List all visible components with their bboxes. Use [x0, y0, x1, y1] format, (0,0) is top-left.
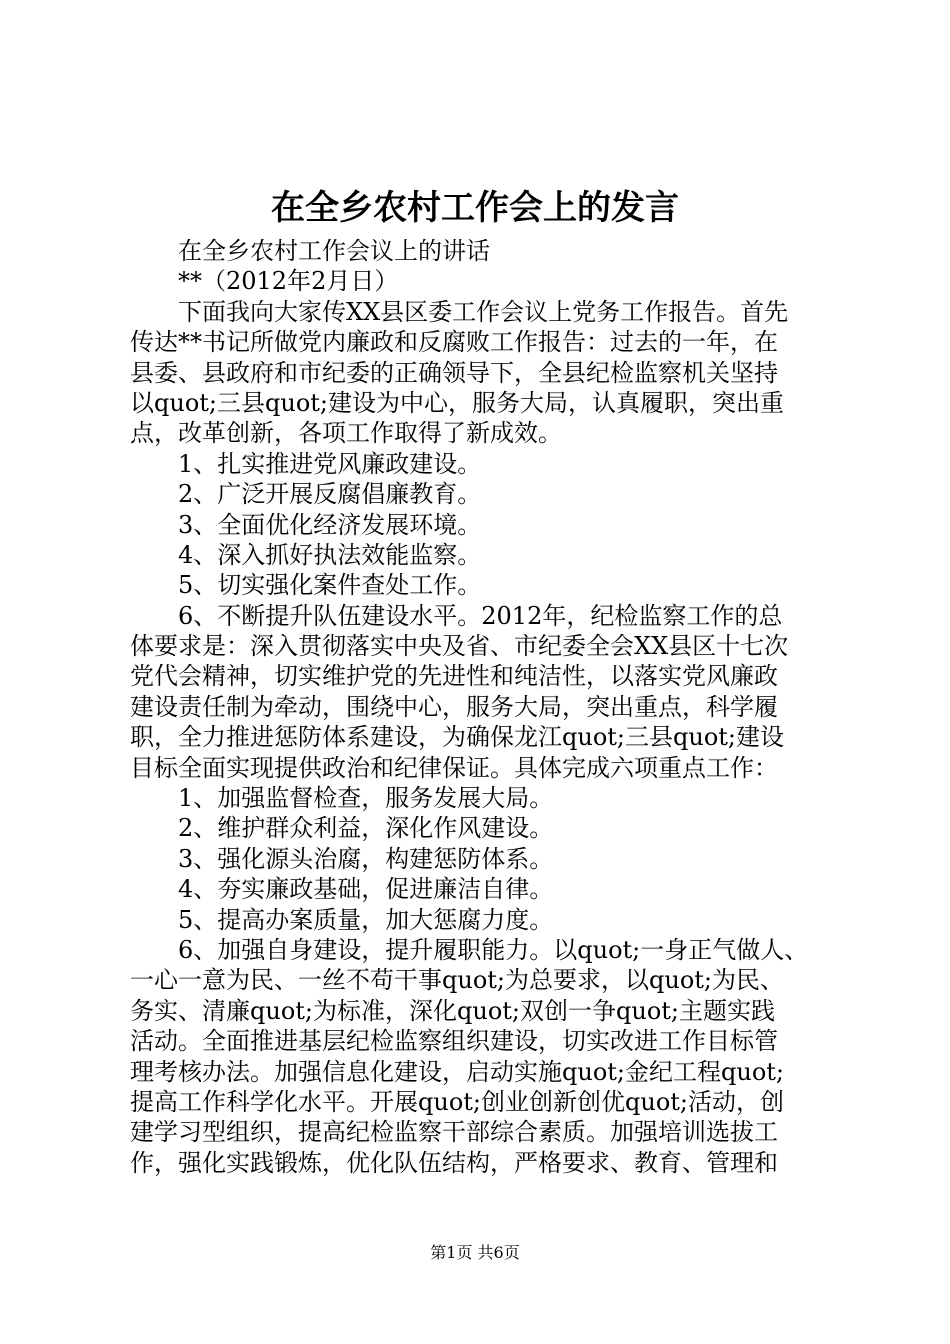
body-line: 2、广泛开展反腐倡廉教育。 [178, 480, 482, 509]
body-line: 6、加强自身建设，提升履职能力。以quot;一身正气做人、 [178, 935, 809, 964]
body-line: **（2012年2月日） [178, 267, 399, 296]
body-line: 点，改革创新，各项工作取得了新成效。 [130, 419, 562, 448]
body-line: 5、提高办案质量，加大惩腐力度。 [178, 905, 554, 934]
body-line: 传达**书记所做党内廉政和反腐败工作报告：过去的一年，在 [130, 328, 778, 357]
body-line: 党代会精神，切实维护党的先进性和纯洁性，以落实党风廉政 [130, 662, 778, 691]
body-line: 体要求是：深入贯彻落实中央及省、市纪委全会XX县区十七次 [130, 632, 789, 661]
body-line: 3、全面优化经济发展环境。 [178, 510, 482, 539]
body-line: 下面我向大家传XX县区委工作会议上党务工作报告。首先 [178, 297, 789, 326]
body-line: 3、强化源头治腐，构建惩防体系。 [178, 844, 554, 873]
body-line: 5、切实强化案件查处工作。 [178, 571, 482, 600]
body-line: 4、深入抓好执法效能监察。 [178, 540, 482, 569]
body-line: 建设责任制为牵动，围绕中心，服务大局，突出重点，科学履 [130, 692, 778, 721]
body-line: 在全乡农村工作会议上的讲话 [178, 237, 490, 265]
body-line: 职，全力推进惩防体系建设，为确保龙江quot;三县quot;建设 [130, 723, 784, 752]
body-line: 6、不断提升队伍建设水平。2012年，纪检监察工作的总 [178, 601, 783, 630]
body-line: 建学习型组织，提高纪检监察干部综合素质。加强培训选拔工 [130, 1118, 778, 1147]
body-line: 1、扎实推进党风廉政建设。 [178, 449, 482, 478]
body-line: 作，强化实践锻炼，优化队伍结构，严格要求、教育、管理和 [130, 1148, 778, 1177]
body-line: 2、维护群众利益，深化作风建设。 [178, 814, 554, 843]
document-title: 在全乡农村工作会上的发言 [271, 188, 679, 228]
body-line: 4、夯实廉政基础，促进廉洁自律。 [178, 875, 554, 904]
body-line: 县委、县政府和市纪委的正确领导下，全县纪检监察机关坚持 [130, 358, 778, 387]
body-line: 以quot;三县quot;建设为中心，服务大局，认真履职，突出重 [130, 388, 784, 417]
page-footer: 第1页 共6页 [430, 1243, 520, 1262]
body-line: 1、加强监督检查，服务发展大局。 [178, 784, 554, 813]
body-line: 务实、清廉quot;为标准，深化quot;双创一争quot;主题实践 [130, 996, 775, 1025]
document-body [130, 236, 835, 1178]
body-line: 理考核办法。加强信息化建设，启动实施quot;金纪工程quot; [130, 1057, 784, 1086]
body-line: 提高工作科学化水平。开展quot;创业创新创优quot;活动，创 [130, 1087, 784, 1116]
body-line: 目标全面实现提供政治和纪律保证。具体完成六项重点工作： [130, 753, 778, 782]
body-line: 一心一意为民、一丝不苟干事quot;为总要求，以quot;为民、 [130, 966, 784, 995]
body-line: 活动。全面推进基层纪检监察组织建设，切实改进工作目标管 [130, 1027, 778, 1056]
